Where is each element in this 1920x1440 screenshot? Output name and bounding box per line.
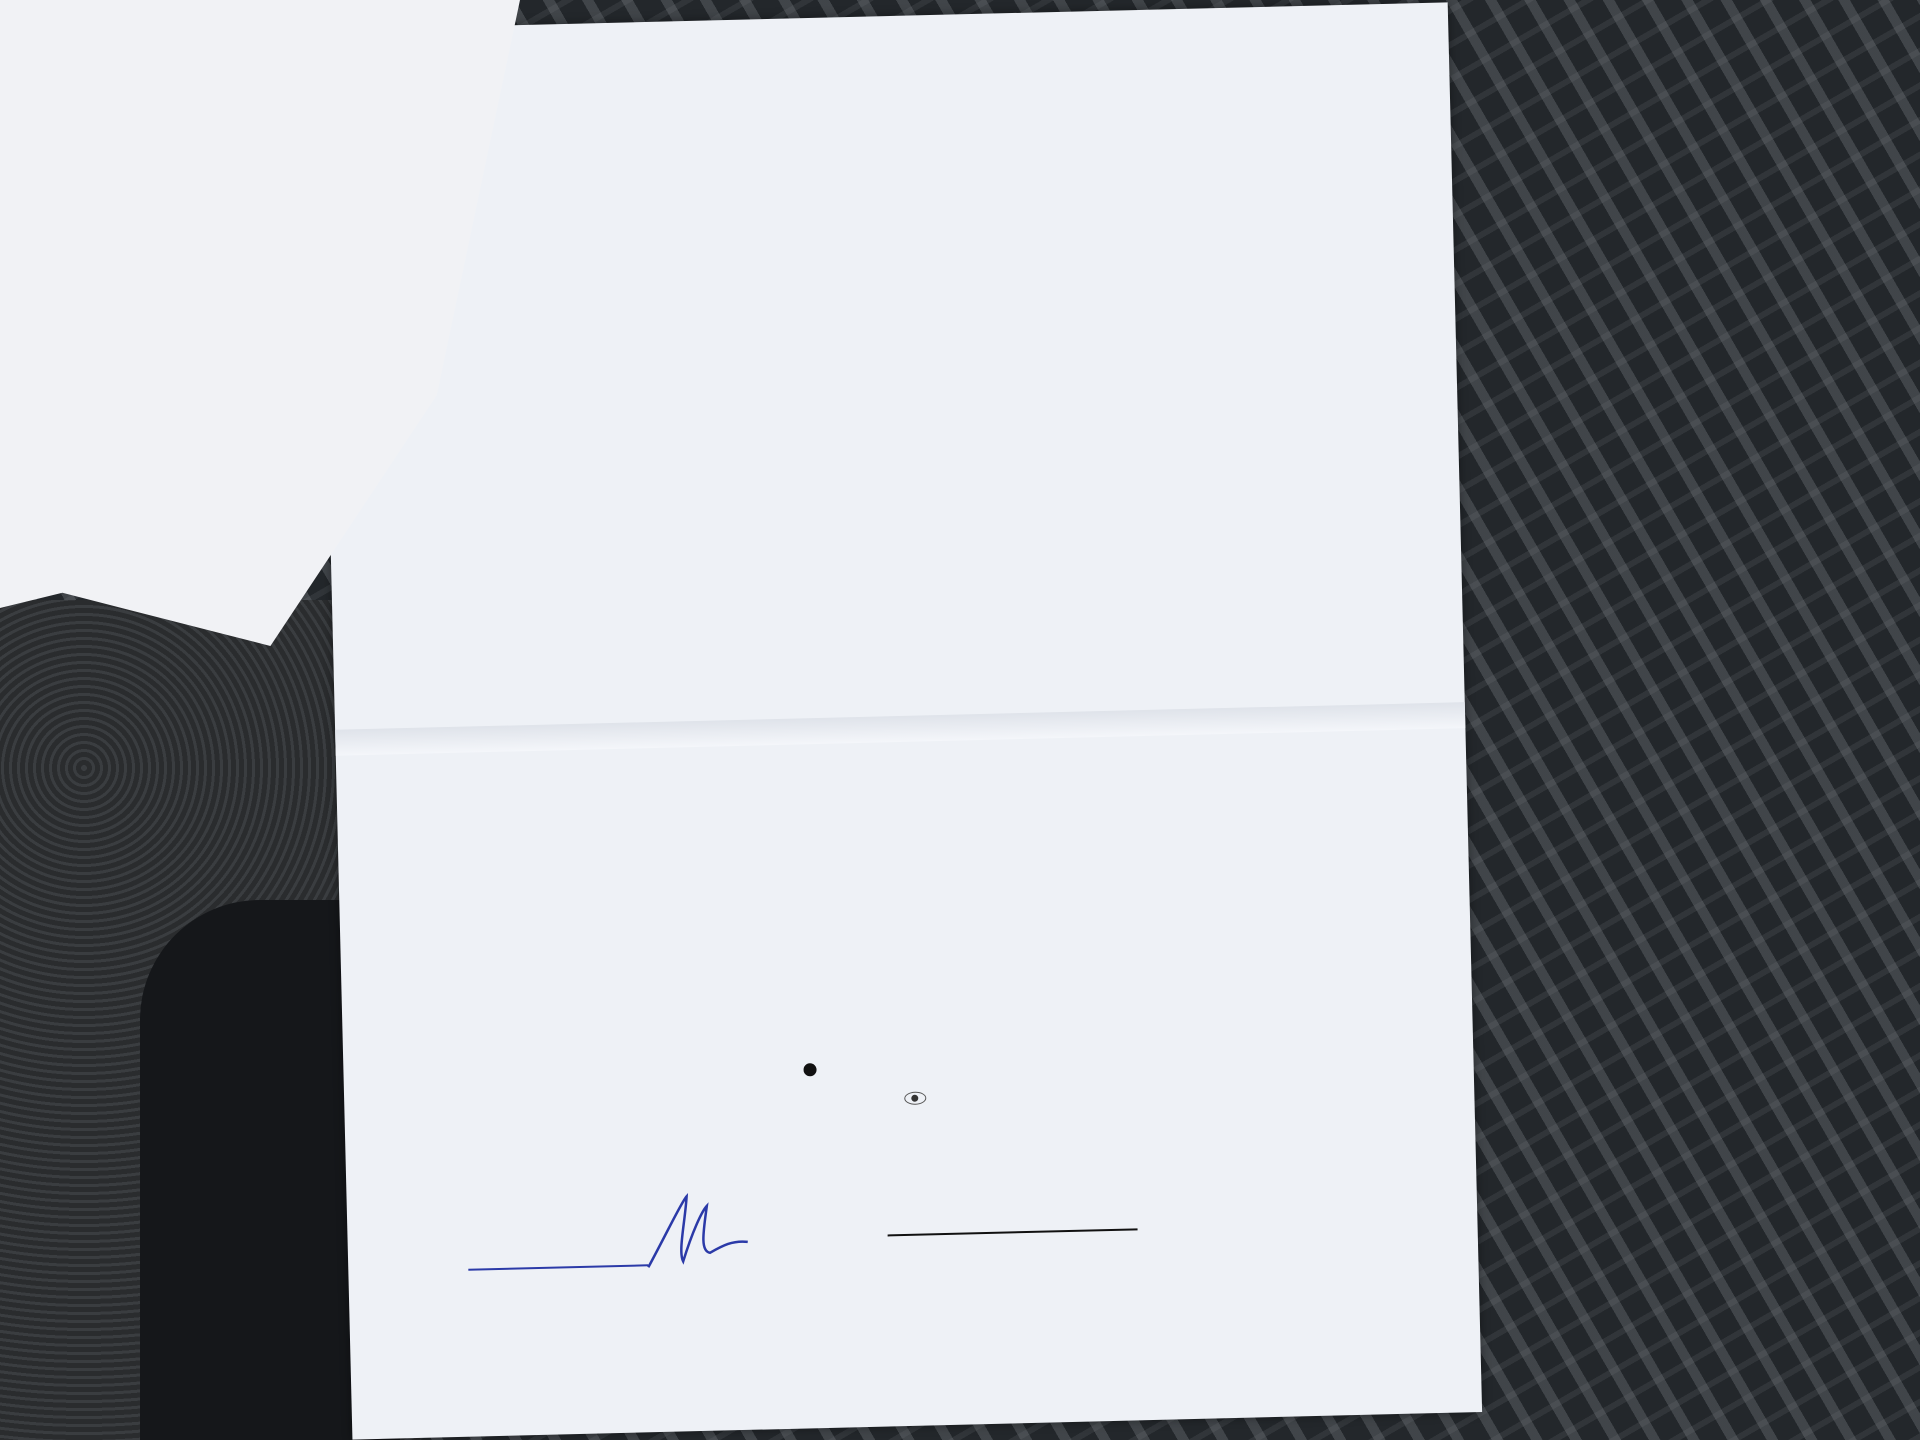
visual-check-icon bbox=[904, 1091, 926, 1105]
handwritten-signature bbox=[636, 1190, 758, 1273]
legend-fix bbox=[1065, 1101, 1265, 1106]
legend-visual bbox=[904, 1089, 926, 1110]
extra-work-icon bbox=[803, 1063, 816, 1076]
maintenance-sheet bbox=[318, 2, 1482, 1439]
date-underline bbox=[468, 1264, 648, 1270]
signature-line bbox=[888, 1228, 1138, 1236]
paper-fold bbox=[335, 702, 1465, 756]
legend-extra bbox=[803, 1058, 816, 1078]
